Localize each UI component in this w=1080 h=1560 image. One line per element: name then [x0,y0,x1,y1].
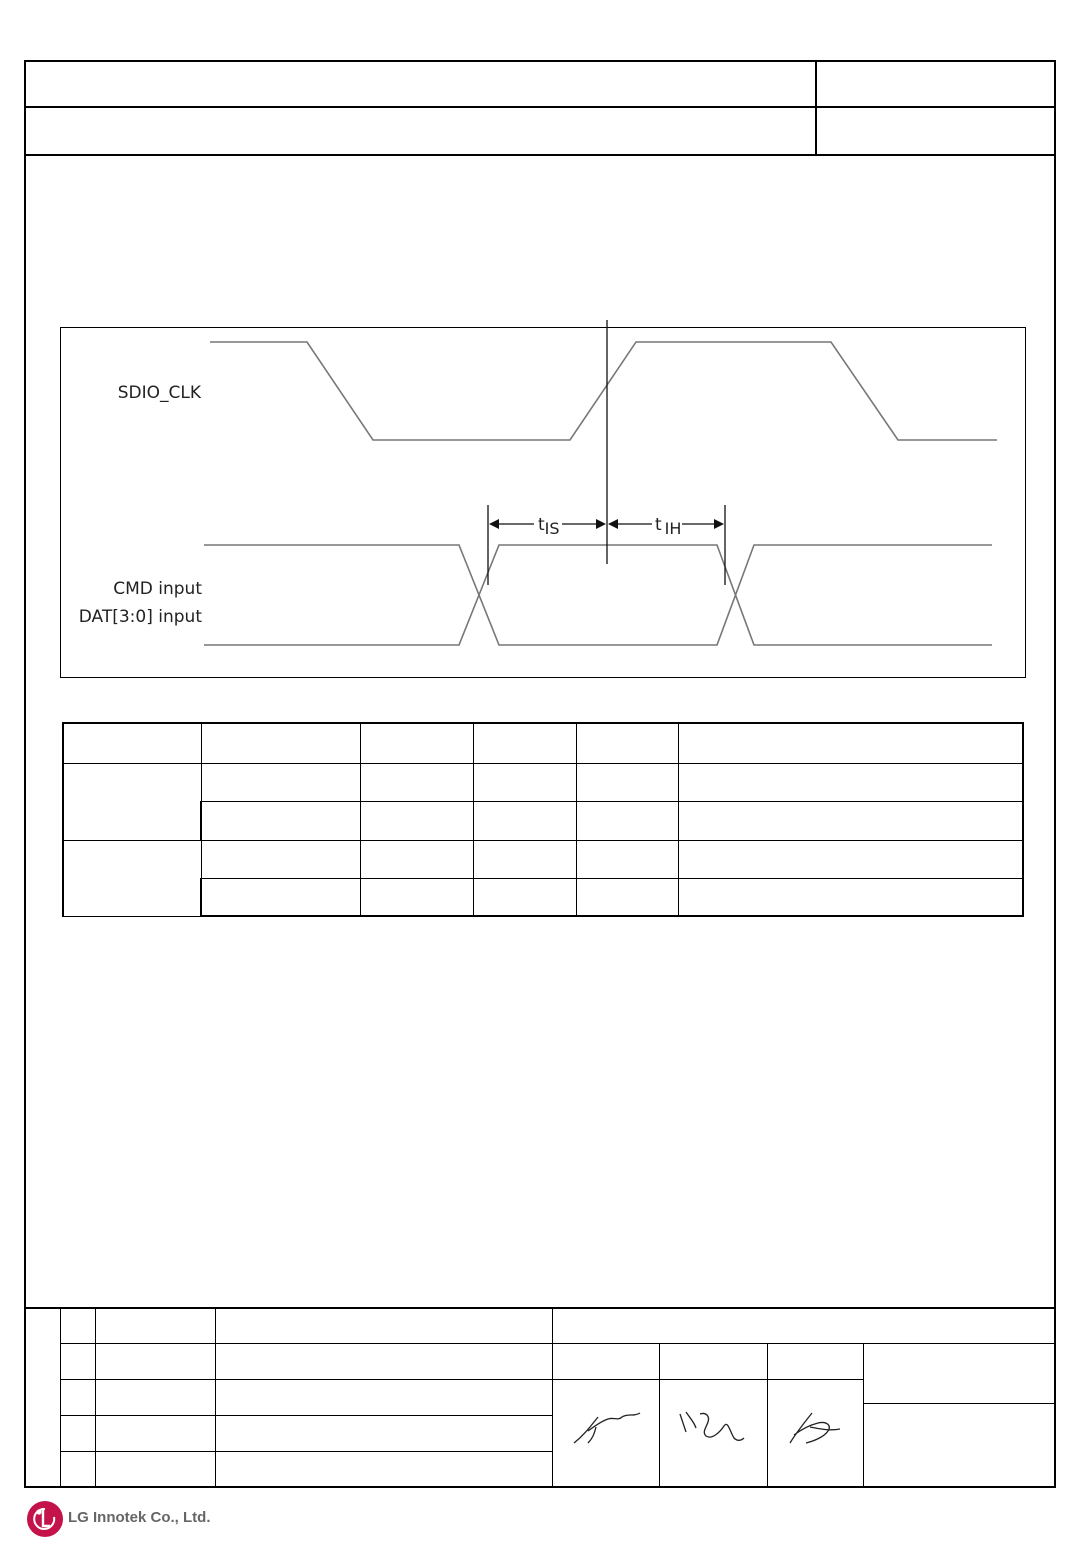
hold-time-label [655,515,681,538]
revision-block-top [24,1307,1056,1309]
company-name: LG Innotek Co., Ltd. [68,1509,211,1526]
approval-row-line [553,1379,864,1380]
approval-col-line [767,1343,768,1488]
data-waveform-upper [204,545,992,645]
setup-time-base: t [538,515,545,535]
lg-logo-icon [26,1500,64,1538]
cmd-signal-label: CMD input [113,579,202,599]
timing-spec-table [62,722,1024,917]
table-row [63,763,1023,801]
hold-arrow-left-head [608,519,618,529]
revision-row-line [60,1343,1056,1344]
table-row [63,840,1023,878]
approval-row-line [864,1403,1056,1404]
revision-col-line [552,1307,553,1488]
approval-col-line [863,1343,864,1488]
revision-col-line [215,1307,216,1488]
approval-col-line [659,1343,660,1488]
setup-arrow-right-head [596,519,606,529]
revision-col-line [95,1307,96,1488]
hold-time-base: t [655,515,662,535]
revision-row-line [60,1415,553,1416]
signature-3 [780,1405,850,1450]
hold-time-sub: IH [664,519,682,538]
hold-arrow-right-head [714,519,724,529]
setup-time-label [538,515,560,538]
revision-col-line [60,1307,61,1488]
timing-diagram [0,0,1080,700]
table-row [63,801,1023,840]
table-header-row [63,723,1023,763]
revision-row-line [60,1451,553,1452]
clk-signal-label: SDIO_CLK [117,383,201,403]
signature-2 [672,1402,752,1452]
table-row [63,878,1023,916]
revision-row-line [60,1379,553,1380]
dat-signal-label: DAT[3:0] input [78,607,202,627]
data-waveform-lower [204,545,992,645]
clk-waveform [210,342,997,440]
setup-time-sub: IS [544,519,560,538]
setup-arrow-left-head [489,519,499,529]
signature-1 [568,1405,648,1450]
